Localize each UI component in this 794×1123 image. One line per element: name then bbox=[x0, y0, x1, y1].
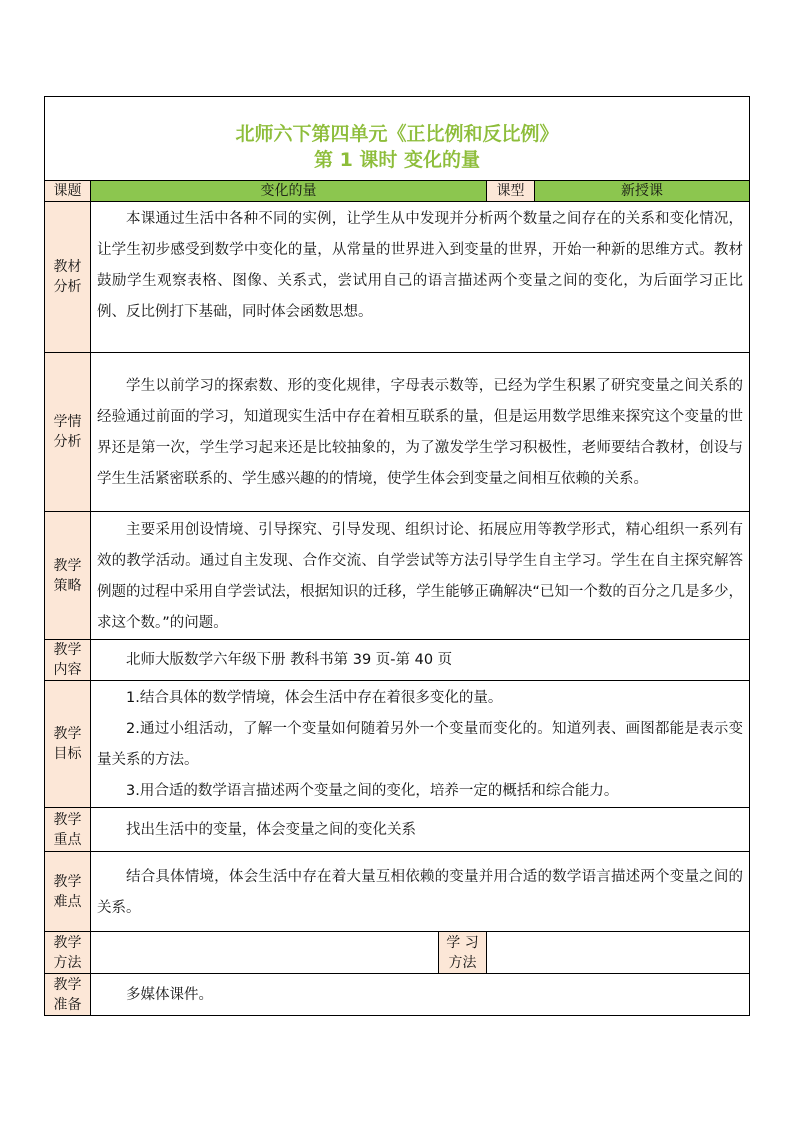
content-row bbox=[45, 640, 750, 681]
goals-label: 教学 目标 bbox=[45, 681, 91, 808]
lesson-plan-sheet bbox=[44, 96, 749, 1016]
document-title: 北师六下第四单元《正比例和反比例》 bbox=[235, 122, 559, 145]
goal-item: 2.通过小组活动，了解一个变量如何随着另外一个变量而变化的。知道列表、画图都能是表示变量关系的方法。 bbox=[97, 721, 744, 768]
header-row bbox=[45, 181, 750, 202]
title-row bbox=[45, 97, 750, 181]
prep-label: 教学 准备 bbox=[45, 974, 91, 1016]
student-analysis-label: 学情 分析 bbox=[45, 353, 91, 512]
student-analysis-text: 学生以前学习的探索数、形的变化规律，字母表示数等，已经为学生积累了研究变量之间关系的经验通过前面的学习，知道现实生活中存在着相互联系的量，但是运用数学思维来探究这个变量的世界还是第一次，学生学习起来还是比较抽象的，为了激发学生学习积极性，老师要结合教材，创设与学生生活紧密联系的、学生感兴趣的的情境，使学生体会到变量之间相互依赖的关系。 bbox=[91, 353, 750, 512]
methods-row bbox=[45, 932, 750, 974]
key-points-text: 找出生活中的变量，体会变量之间的变化关系 bbox=[91, 808, 750, 852]
difficulties-label: 教学 难点 bbox=[45, 852, 91, 932]
goal-item: 1.结合具体的数学情境，体会生活中存在着很多变化的量。 bbox=[126, 690, 503, 706]
textbook-analysis-row bbox=[45, 202, 750, 353]
goals-row bbox=[45, 681, 750, 808]
strategy-label: 教学 策略 bbox=[45, 512, 91, 640]
prep-text: 多媒体课件。 bbox=[91, 974, 750, 1016]
key-points-label: 教学 重点 bbox=[45, 808, 91, 852]
lesson-subtitle: 第 1 课时 变化的量 bbox=[313, 148, 481, 171]
teaching-methods-label: 教学 方法 bbox=[45, 932, 91, 974]
learning-methods-value bbox=[487, 932, 750, 974]
goal-item: 3.用合适的数学语言描述两个变量之间的变化，培养一定的概括和综合能力。 bbox=[126, 783, 619, 799]
content-text: 北师大版数学六年级下册 教科书第 39 页-第 40 页 bbox=[91, 640, 750, 681]
topic-label: 课题 bbox=[45, 181, 91, 202]
textbook-analysis-label: 教材 分析 bbox=[45, 202, 91, 353]
difficulties-row bbox=[45, 852, 750, 932]
key-points-row bbox=[45, 808, 750, 852]
topic-value: 变化的量 bbox=[91, 181, 487, 202]
title-cell bbox=[45, 97, 750, 181]
content-label: 教学 内容 bbox=[45, 640, 91, 681]
difficulties-text: 结合具体情境，体会生活中存在着大量互相依赖的变量并用合适的数学语言描述两个变量之间的关系。 bbox=[91, 852, 750, 932]
learning-methods-label: 学 习 方法 bbox=[439, 932, 487, 974]
textbook-analysis-text: 本课通过生活中各种不同的实例，让学生从中发现并分析两个数量之间存在的关系和变化情况，让学生初步感受到数学中变化的量，从常量的世界进入到变量的世界，开始一种新的思维方式。教材鼓励学生观察表格、图像、关系式，尝试用自己的语言描述两个变量之间的变化，为后面学习正比例、反比例打下基础，同时体会函数思想。 bbox=[91, 202, 750, 353]
type-value: 新授课 bbox=[535, 181, 750, 202]
lesson-plan-table bbox=[44, 96, 750, 1016]
student-analysis-row bbox=[45, 353, 750, 512]
teaching-methods-value bbox=[91, 932, 439, 974]
prep-row bbox=[45, 974, 750, 1016]
strategy-row bbox=[45, 512, 750, 640]
type-label: 课型 bbox=[487, 181, 535, 202]
strategy-text: 主要采用创设情境、引导探究、引导发现、组织讨论、拓展应用等教学形式，精心组织一系列有效的教学活动。通过自主发现、合作交流、自学尝试等方法引导学生自主学习。学生在自主探究解答例题的过程中采用自学尝试法，根据知识的迁移，学生能够正确解决“已知一个数的百分之几是多少，求这个数。”的问题。 bbox=[91, 512, 750, 640]
goals-text bbox=[91, 681, 750, 808]
